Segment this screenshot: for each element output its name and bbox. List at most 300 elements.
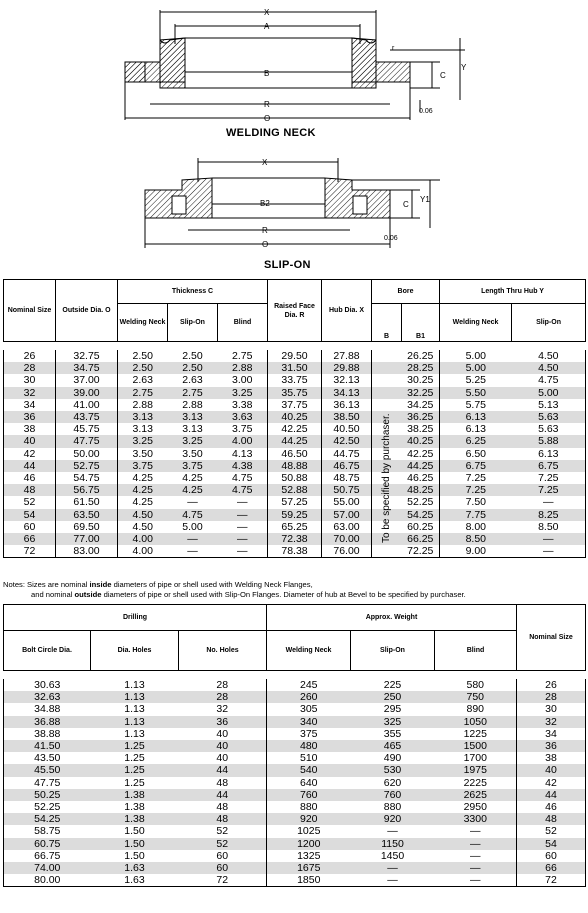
table-cell: — xyxy=(218,496,268,508)
table-cell: 4.25 xyxy=(182,472,203,485)
table-cell: 1.25 xyxy=(91,740,179,752)
table-row xyxy=(4,509,586,521)
table-cell: 48 xyxy=(179,813,267,825)
wn-label-b: B xyxy=(264,69,270,78)
table-cell: 1.38 xyxy=(91,813,179,825)
table-cell: — xyxy=(512,545,586,558)
wn-label-c: C xyxy=(440,71,446,80)
table-cell: 52.25 xyxy=(402,496,440,508)
table-row xyxy=(4,728,586,740)
table-cell: 40 xyxy=(4,435,56,447)
table-cell: 6.13 xyxy=(465,423,486,436)
table-cell: 29.88 xyxy=(322,362,372,374)
table-cell: 9.00 xyxy=(440,545,512,558)
table-cell: 28 xyxy=(179,679,267,691)
table-cell: 28 xyxy=(179,691,267,703)
table-cell: 45.50 xyxy=(4,764,91,776)
table-cell: 4.25 xyxy=(132,472,153,485)
table-cell: 55.00 xyxy=(322,496,372,508)
table-cell: 52 xyxy=(517,825,586,837)
table-cell: 44.75 xyxy=(322,448,372,460)
table-row xyxy=(4,679,586,691)
table-cell: 920 xyxy=(351,813,435,825)
table-cell: 5.00 xyxy=(182,520,203,533)
table-cell: 36.88 xyxy=(4,716,91,728)
table-cell: 260 xyxy=(267,691,351,703)
table-cell: 26 xyxy=(517,679,586,691)
table-cell: 1500 xyxy=(435,740,517,752)
table-cell: 1.25 xyxy=(124,752,145,765)
table-cell: 1700 xyxy=(435,752,517,764)
table-cell: 340 xyxy=(267,716,351,728)
dimensions-table xyxy=(3,279,586,558)
table-cell: 44.25 xyxy=(268,435,322,447)
table-cell: 26.25 xyxy=(402,350,440,362)
so-label-dim: 0.06 xyxy=(384,235,398,242)
so-label-x: X xyxy=(262,158,268,167)
table-cell: 33.75 xyxy=(268,374,322,386)
table-cell: 1.25 xyxy=(124,776,145,789)
table-cell: 1675 xyxy=(267,862,351,874)
table-cell: 36 xyxy=(4,411,56,423)
table-cell: 7.75 xyxy=(440,509,512,521)
table-cell: 40 xyxy=(179,752,267,764)
table-cell: 4.75 xyxy=(218,472,268,484)
table-cell: 36.13 xyxy=(322,399,372,411)
table-row xyxy=(4,691,586,703)
table-cell: 4.25 xyxy=(132,496,153,509)
table-cell: 3.13 xyxy=(118,411,168,423)
table-cell: 5.50 xyxy=(440,387,512,399)
table-cell: 38.50 xyxy=(322,411,372,423)
dimensions-table-body xyxy=(4,342,586,558)
wn-label-r-small: r xyxy=(392,45,395,52)
col-wt-wn: Welding Neck xyxy=(267,631,351,671)
table-row xyxy=(4,460,586,472)
table-cell: 8.50 xyxy=(440,533,512,545)
wn-label-o: O xyxy=(264,114,271,123)
table-cell: 7.25 xyxy=(440,484,512,496)
table-row xyxy=(4,533,586,545)
drilling-weight-table xyxy=(3,604,586,887)
table-cell: 39.00 xyxy=(56,387,118,399)
notes-1c: diameters of pipe or shell used with Welding Neck Flanges, xyxy=(111,580,313,589)
table-cell: 6.13 xyxy=(440,411,512,423)
table-cell: 2.63 xyxy=(132,374,153,387)
table-cell: 27.88 xyxy=(322,350,372,362)
welding-neck-drawing xyxy=(125,10,465,120)
table-row xyxy=(4,777,586,789)
table-cell: 60 xyxy=(4,521,56,533)
notes xyxy=(3,580,585,600)
slip-on-title: SLIP-ON xyxy=(264,259,311,271)
table-row xyxy=(4,752,586,764)
table-cell: 890 xyxy=(435,703,517,715)
table-cell: 36.25 xyxy=(402,411,440,423)
so-label-c: C xyxy=(403,200,409,209)
table-cell: 40.25 xyxy=(268,411,322,423)
so-label-y: Y1 xyxy=(420,195,430,204)
notes-1a: Notes: Sizes are nominal xyxy=(3,580,90,589)
table-cell: 1.38 xyxy=(124,801,145,814)
vertical-note-text: To be specified by purchaser. xyxy=(381,413,392,543)
table-cell: 5.00 xyxy=(512,387,586,399)
table-cell: 4.50 xyxy=(512,350,586,362)
table-row xyxy=(4,838,586,850)
table-cell: 3.25 xyxy=(168,435,218,447)
table-cell: 34.13 xyxy=(322,387,372,399)
table-cell: 760 xyxy=(351,789,435,801)
table-cell: 5.00 xyxy=(440,362,512,374)
col-thk-blind: Blind xyxy=(218,304,268,342)
wn-label-dim: 0.06 xyxy=(419,108,433,115)
table-cell: 6.75 xyxy=(512,460,586,472)
table-cell: 65.25 xyxy=(268,521,322,533)
table-cell: 4.75 xyxy=(168,509,218,521)
table-cell: — xyxy=(218,533,268,545)
table-row xyxy=(4,435,586,447)
table-row xyxy=(4,740,586,752)
table-cell: 66 xyxy=(517,862,586,874)
table-cell: 2.88 xyxy=(182,398,203,411)
table-cell: 225 xyxy=(383,679,402,691)
table-row xyxy=(4,496,586,508)
table-cell: 52.88 xyxy=(268,484,322,496)
table-cell: 1.50 xyxy=(124,849,145,862)
table-cell: 5.88 xyxy=(512,435,586,447)
table-cell: 36 xyxy=(517,740,586,752)
table-cell: 295 xyxy=(383,703,402,716)
table-cell: 61.50 xyxy=(56,496,118,508)
table-cell: 1.13 xyxy=(91,716,179,728)
table-cell: 250 xyxy=(351,691,435,703)
table-cell: — xyxy=(435,838,517,850)
table-row xyxy=(4,716,586,728)
table-cell: 40 xyxy=(179,740,267,752)
col-nominal-size-2: Nominal Size xyxy=(517,605,586,671)
col-bolt-circle: Bolt Circle Dia. xyxy=(4,631,91,671)
table-cell: 4.13 xyxy=(218,448,268,460)
table-cell: 63.00 xyxy=(322,521,372,533)
table-cell: 35.75 xyxy=(268,387,322,399)
table-cell: 74.00 xyxy=(4,862,91,874)
col-len-wn: Welding Neck xyxy=(440,304,512,342)
col-len-so: Slip-On xyxy=(512,304,586,342)
table-cell: 48.75 xyxy=(322,472,372,484)
vertical-note xyxy=(373,395,395,545)
table-cell: 42.25 xyxy=(402,448,440,460)
table-row xyxy=(4,545,586,558)
table-cell: 3.13 xyxy=(168,411,218,423)
table-cell: 38 xyxy=(517,752,586,764)
table-cell: 7.25 xyxy=(512,472,586,484)
table-cell: — xyxy=(218,509,268,521)
table-cell: 480 xyxy=(267,740,351,752)
table-cell: 2.88 xyxy=(132,398,153,411)
notes-2a: and nominal xyxy=(31,590,75,599)
table-cell: — xyxy=(435,874,517,887)
table-cell: 52.75 xyxy=(56,460,118,472)
table-cell: 57.00 xyxy=(322,509,372,521)
table-cell: 78.38 xyxy=(268,545,322,558)
table-cell: 4.00 xyxy=(218,435,268,447)
table-cell: 32 xyxy=(517,716,586,728)
table-cell: 2.50 xyxy=(118,362,168,374)
table-cell: 41.00 xyxy=(56,399,118,411)
table-cell: 31.50 xyxy=(268,362,322,374)
table-row xyxy=(4,399,586,411)
table-cell: — xyxy=(187,496,198,509)
table-cell: 46 xyxy=(4,472,56,484)
so-label-b2: B2 xyxy=(260,199,270,208)
table-cell: 59.25 xyxy=(268,509,322,521)
table-cell: 34 xyxy=(517,728,586,740)
table-cell: 5.00 xyxy=(465,350,486,362)
table-cell: 77.00 xyxy=(56,533,118,545)
table-cell: 52.25 xyxy=(4,801,91,813)
table-cell: 4.00 xyxy=(118,545,168,558)
col-length: Length Thru Hub Y xyxy=(440,280,586,304)
table-cell: 3.00 xyxy=(218,374,268,386)
table-cell: 34.25 xyxy=(402,399,440,411)
table-cell: 45.75 xyxy=(56,423,118,435)
col-nominal-size: Nominal Size xyxy=(4,280,56,342)
table-row xyxy=(4,387,586,399)
table-cell: 28 xyxy=(517,691,586,703)
table-cell: 46 xyxy=(517,801,586,813)
table-cell: 32.63 xyxy=(4,691,91,703)
col-no-holes: No. Holes xyxy=(179,631,267,671)
table-row xyxy=(4,825,586,837)
table-cell: 3.50 xyxy=(182,447,203,460)
table-cell: 28 xyxy=(4,362,56,374)
table-cell: — xyxy=(512,496,586,508)
table-cell: 8.50 xyxy=(512,521,586,533)
table-cell: 47.75 xyxy=(4,777,91,789)
col-hub-dia: Hub Dia. X xyxy=(322,280,372,342)
table-cell: 32 xyxy=(179,703,267,715)
table-cell: 4.25 xyxy=(118,484,168,496)
table-cell: 750 xyxy=(435,691,517,703)
table-row xyxy=(4,813,586,825)
table-row xyxy=(4,374,586,386)
table-cell: 2.63 xyxy=(182,374,203,387)
table-cell: 34 xyxy=(4,399,56,411)
col-bore-b1: B1 xyxy=(402,304,440,342)
table-cell: 6.13 xyxy=(512,448,586,460)
table-cell: 640 xyxy=(299,776,318,789)
table-cell: 57.25 xyxy=(268,496,322,508)
table-cell: 305 xyxy=(299,703,318,716)
table-cell: 5.63 xyxy=(512,423,586,435)
table-cell: 3.75 xyxy=(168,460,218,472)
table-row xyxy=(4,411,586,423)
table-cell: 1975 xyxy=(435,764,517,776)
col-thk-wn: Welding Neck xyxy=(118,304,168,342)
table-cell: 2.50 xyxy=(168,362,218,374)
table-cell: 4.75 xyxy=(512,374,586,386)
table-cell: 6.25 xyxy=(440,435,512,447)
table-cell: 580 xyxy=(435,679,517,691)
table-cell: 28.25 xyxy=(402,362,440,374)
col-wt-so: Slip-On xyxy=(351,631,435,671)
table-cell: 2.50 xyxy=(132,350,153,362)
table-cell: 1.50 xyxy=(91,838,179,850)
col-thickness: Thickness C xyxy=(118,280,268,304)
table-cell: 50.25 xyxy=(4,789,91,801)
notes-1b: inside xyxy=(89,580,112,589)
table-cell: 1150 xyxy=(351,838,435,850)
table-cell: 66 xyxy=(4,533,56,545)
table-row xyxy=(4,850,586,862)
table-row xyxy=(4,484,586,496)
table-cell: 4.50 xyxy=(512,362,586,374)
table-row xyxy=(4,801,586,813)
table-cell: 50.00 xyxy=(56,448,118,460)
table-cell: 46.25 xyxy=(402,472,440,484)
table-row xyxy=(4,521,586,533)
table-cell: 5.75 xyxy=(465,398,486,411)
table-cell: 66.75 xyxy=(4,850,91,862)
table-cell: 70.00 xyxy=(322,533,372,545)
table-cell: 1050 xyxy=(435,716,517,728)
col-wt-blind: Blind xyxy=(435,631,517,671)
table-cell: 37.75 xyxy=(268,399,322,411)
table-cell: 465 xyxy=(351,740,435,752)
table-cell: 3.13 xyxy=(182,423,203,436)
table-cell: 8.25 xyxy=(512,509,586,521)
notes-2c: diameters of pipe or shell used with Slip-On Flanges. Diameter of hub at Bevel to be specified by purchaser. xyxy=(101,590,466,599)
table-cell: 30.63 xyxy=(4,679,91,691)
table-cell: 56.75 xyxy=(56,484,118,496)
table-cell: 48 xyxy=(179,801,267,813)
table-cell: 29.50 xyxy=(268,350,322,362)
table-cell: 3.75 xyxy=(218,423,268,435)
table-cell: 48 xyxy=(179,777,267,789)
table-row xyxy=(4,789,586,801)
table-cell: 2.75 xyxy=(218,350,268,362)
table-cell: 510 xyxy=(299,752,318,765)
table-cell: 2.88 xyxy=(218,362,268,374)
table-cell: 38.25 xyxy=(402,423,440,435)
table-row xyxy=(4,874,586,887)
table-row xyxy=(4,862,586,874)
table-cell: 32.13 xyxy=(322,374,372,386)
col-bore: Bore xyxy=(372,280,440,304)
table-cell: 375 xyxy=(299,727,318,740)
table-cell: 40.50 xyxy=(322,423,372,435)
table-row xyxy=(4,703,586,715)
table-cell: 52 xyxy=(179,838,267,850)
table-row xyxy=(4,423,586,435)
table-cell: 58.75 xyxy=(4,825,91,837)
table-cell: 44 xyxy=(179,764,267,776)
table-cell: 32 xyxy=(4,387,56,399)
table-cell: 2.50 xyxy=(182,350,203,362)
notes-line-2 xyxy=(3,590,585,600)
table-cell: 880 xyxy=(383,801,402,814)
table-cell: 34.88 xyxy=(4,703,91,715)
table-cell: 1.63 xyxy=(91,862,179,874)
table-cell: 26 xyxy=(4,350,56,362)
table-cell: 2.75 xyxy=(168,387,218,399)
table-cell: 5.63 xyxy=(512,411,586,423)
table-cell: 44 xyxy=(517,789,586,801)
notes-line-1 xyxy=(3,580,585,590)
table-cell: — xyxy=(168,533,218,545)
table-cell: 72 xyxy=(517,874,586,887)
table-cell: — xyxy=(168,545,218,558)
table-cell: — xyxy=(435,862,517,874)
table-cell: 4.75 xyxy=(218,484,268,496)
table-cell: 1025 xyxy=(297,825,321,838)
table-cell xyxy=(372,362,402,374)
notes-2b: outside xyxy=(74,590,102,599)
table-cell: 43.50 xyxy=(4,752,91,764)
table-cell: 1.38 xyxy=(91,789,179,801)
table-cell: 44.25 xyxy=(402,460,440,472)
table-cell: 30 xyxy=(517,703,586,715)
table-cell: 2.75 xyxy=(118,387,168,399)
table-cell: 1.13 xyxy=(91,691,179,703)
table-cell: 43.75 xyxy=(56,411,118,423)
table-cell: 3.13 xyxy=(132,423,153,436)
table-cell: 540 xyxy=(267,764,351,776)
table-cell: 1.25 xyxy=(91,764,179,776)
table-cell: 7.50 xyxy=(465,496,486,509)
table-cell: 3.75 xyxy=(118,460,168,472)
table-cell: 46.75 xyxy=(322,460,372,472)
table-cell: 41.50 xyxy=(4,740,91,752)
table-row xyxy=(4,350,586,362)
table-cell: 66.25 xyxy=(402,533,440,545)
table-cell xyxy=(372,350,402,362)
table-row xyxy=(4,472,586,484)
so-label-o: O xyxy=(262,240,269,249)
table-cell: 42 xyxy=(4,448,56,460)
table-cell: 880 xyxy=(299,801,318,814)
table-row xyxy=(4,448,586,460)
table-cell: 40 xyxy=(517,764,586,776)
table-cell: 7.25 xyxy=(512,484,586,496)
table-cell: 5.13 xyxy=(512,399,586,411)
drilling-weight-table-body xyxy=(4,671,586,887)
col-raised-face: Raised Face Dia. R xyxy=(268,280,322,342)
table-cell: — xyxy=(512,533,586,545)
table-cell: 48 xyxy=(517,813,586,825)
table-cell: 1450 xyxy=(380,849,405,862)
table-cell: — xyxy=(351,874,435,887)
table-cell: 3.63 xyxy=(218,411,268,423)
table-cell: 4.50 xyxy=(118,509,168,521)
table-cell: 47.75 xyxy=(56,435,118,447)
col-thk-so: Slip-On xyxy=(168,304,218,342)
table-cell: 1.13 xyxy=(124,703,145,716)
table-cell: 76.00 xyxy=(322,545,372,558)
table-cell: 5.25 xyxy=(465,374,486,387)
table-cell: 54.25 xyxy=(4,813,91,825)
table-cell: 60 xyxy=(179,850,267,862)
table-cell: 4.00 xyxy=(118,533,168,545)
table-cell: — xyxy=(435,825,517,837)
table-cell: 60 xyxy=(179,862,267,874)
table-cell: 60.25 xyxy=(402,521,440,533)
table-cell: 38 xyxy=(4,423,56,435)
table-cell: 1.13 xyxy=(124,679,145,691)
table-cell: 620 xyxy=(383,776,402,789)
table-cell: 42.25 xyxy=(268,423,322,435)
table-cell: 1325 xyxy=(297,849,321,862)
